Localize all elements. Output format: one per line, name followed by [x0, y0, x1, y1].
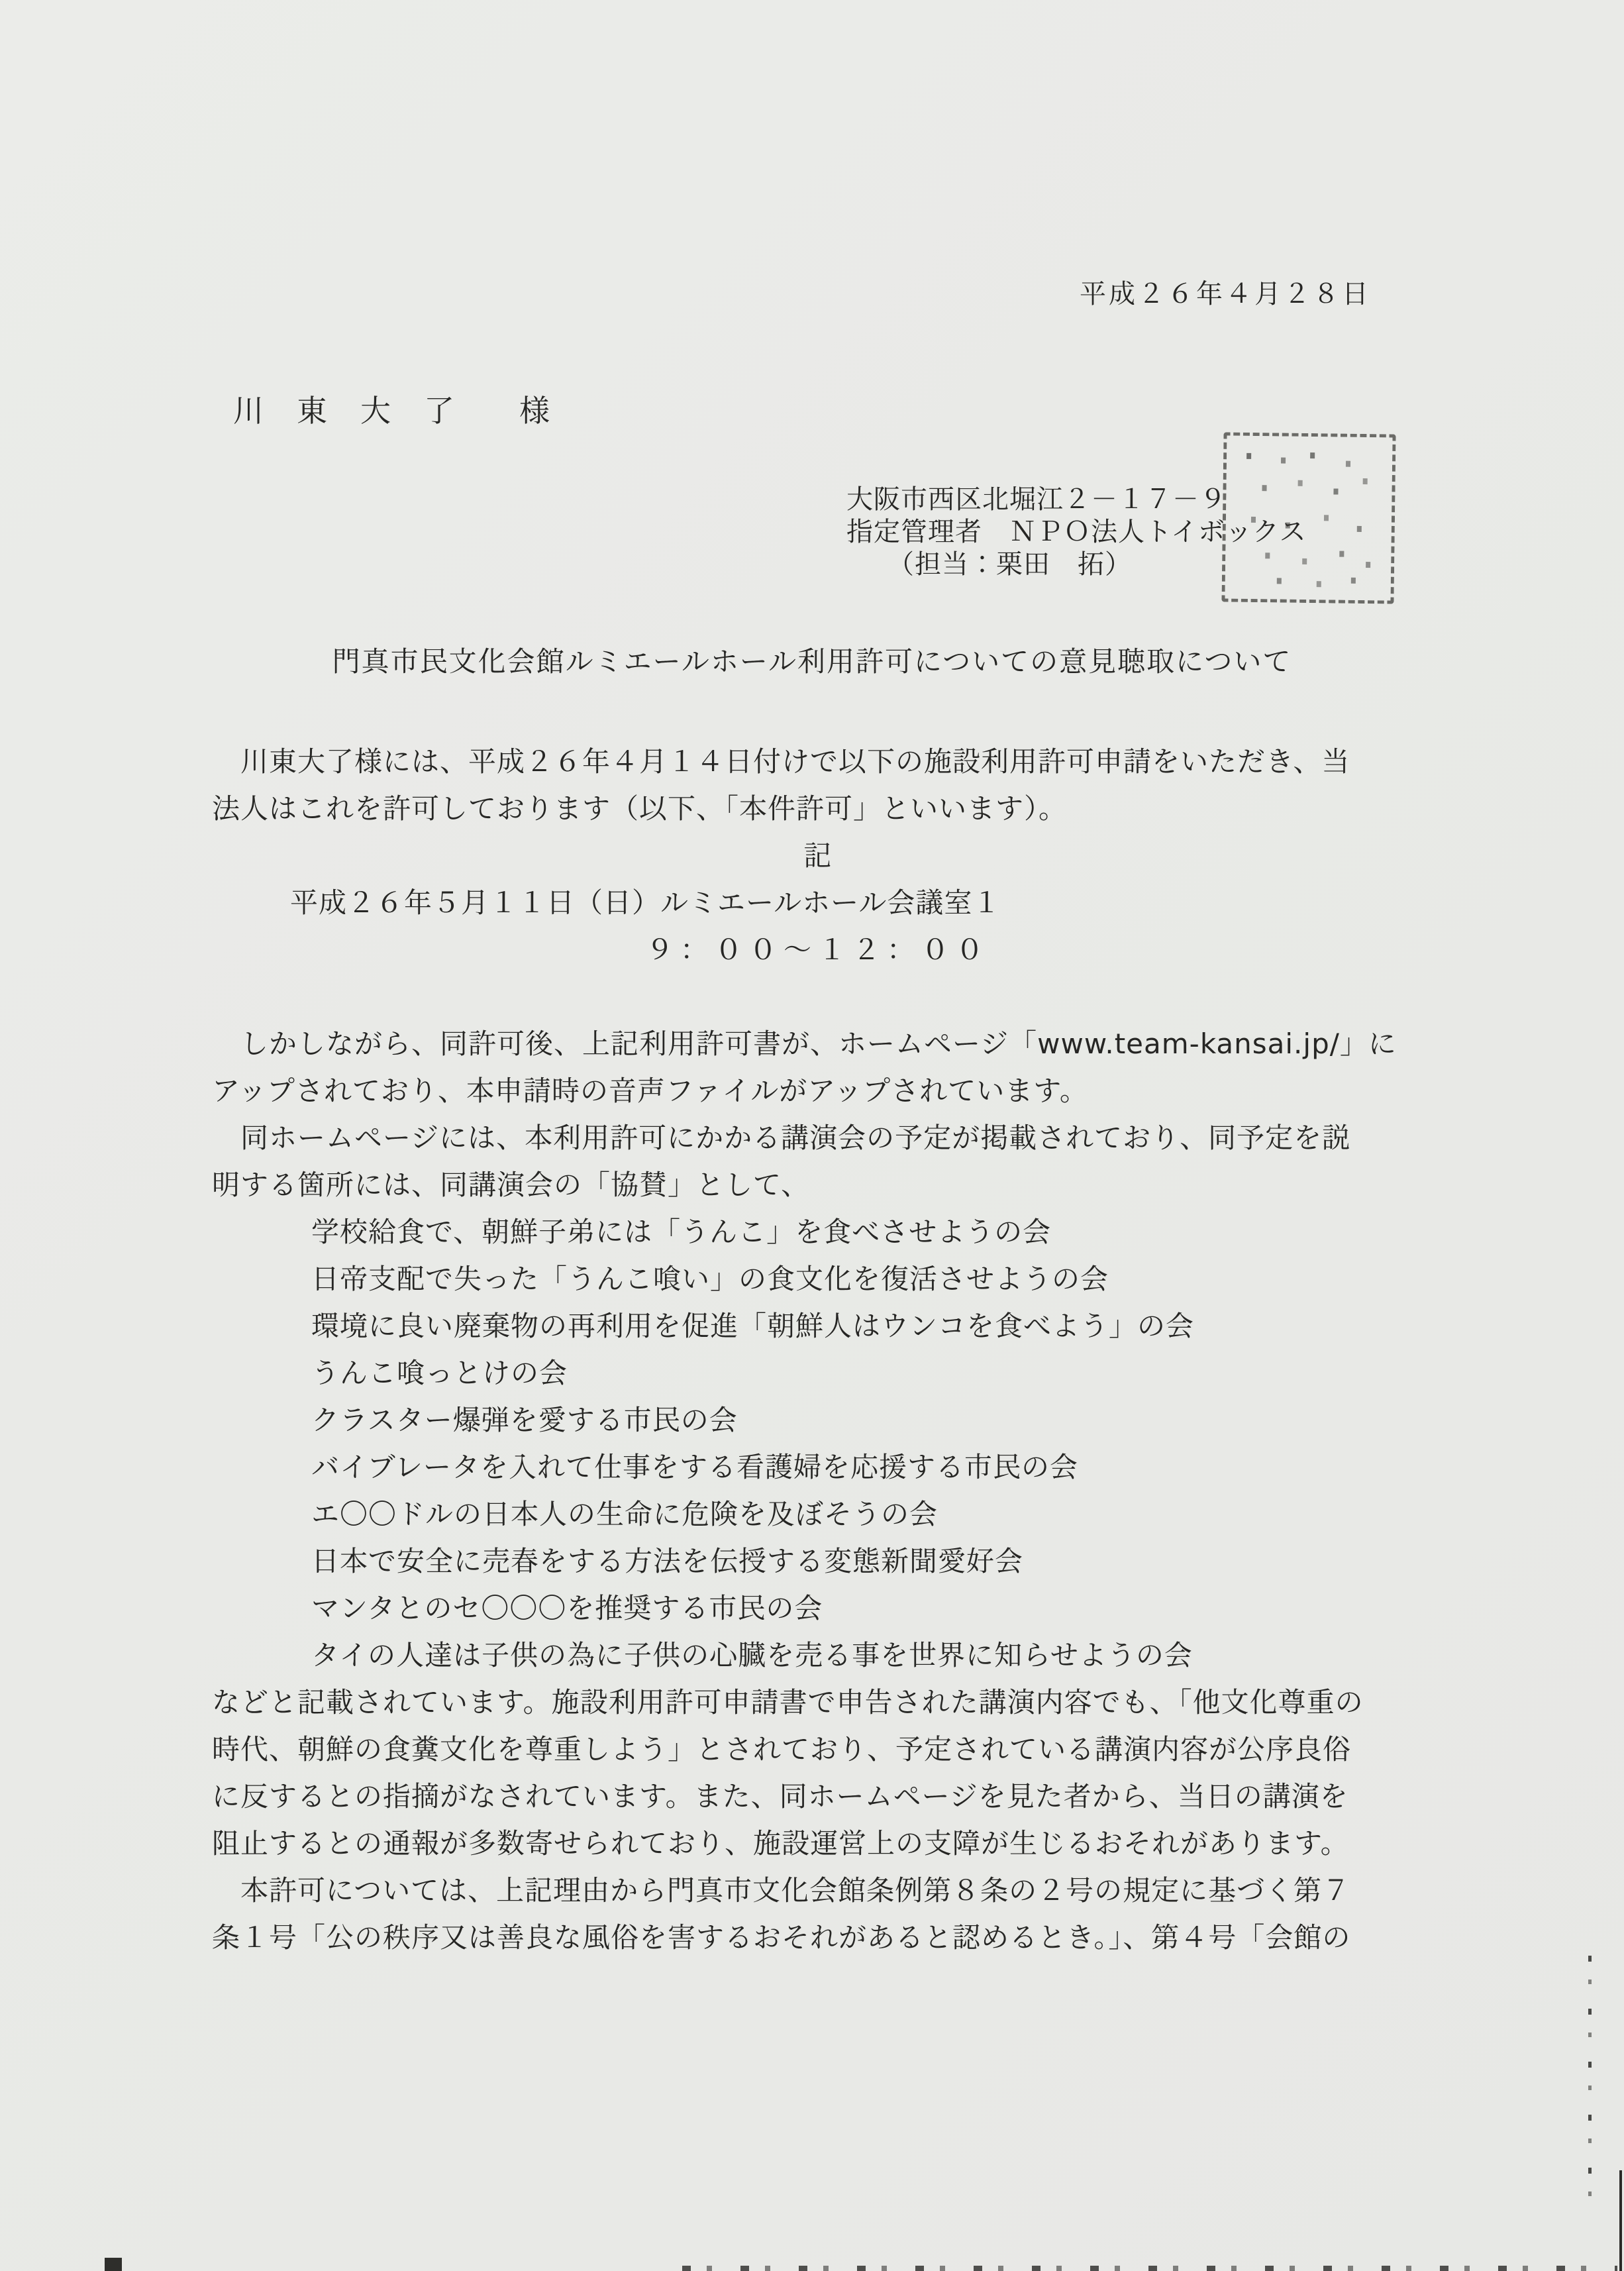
text-line: 明する箇所には、同講演会の「協賛」として、 — [212, 1169, 810, 1201]
text-line: アップされており、本申請時の音声ファイルがアップされています。 — [212, 1075, 1088, 1107]
text-line: クラスター爆弾を愛する市民の会 — [311, 1404, 738, 1436]
scan-artifact-block — [105, 2258, 122, 2271]
scan-edge-line — [1619, 2170, 1622, 2271]
text-line: 日本で安全に売春をする方法を伝授する変態新聞愛好会 — [311, 1545, 1024, 1577]
document-lines — [212, 738, 1424, 1961]
blank-line — [212, 973, 1424, 1020]
text-line: バイブレータを入れて仕事をする看護婦を応援する市民の会 — [311, 1451, 1079, 1483]
text-line: うんこ喰っとけの会 — [311, 1357, 568, 1389]
text-line: などと記載されています。施設利用許可申請書で申告された講演内容でも、「他文化尊重の — [212, 1686, 1364, 1718]
text-line: 平成２６年５月１１日（日）ルミエールホール会議室１ — [290, 886, 1001, 919]
sender-contact: （担当：栗田 拓） — [888, 549, 1132, 580]
text-line: エ〇〇ドルの日本人の生命に危険を及ぼそうの会 — [311, 1498, 939, 1530]
text-line: 条１号「公の秩序又は善良な風俗を害するおそれがあると認めるとき。」、第４号「会館の — [212, 1921, 1351, 1954]
text-line: 同ホームページには、本利用許可にかかる講演会の予定が掲載されており、同予定を説 — [212, 1122, 1351, 1154]
sender-organization: 指定管理者 ＮＰＯ法人トイボックス — [846, 517, 1307, 547]
text-line: 時代、朝鮮の食糞文化を尊重しよう」とされており、予定されている講演内容が公序良俗 — [212, 1733, 1352, 1766]
text-line: に反するとの指摘がなされています。また、同ホームページを見た者から、当日の講演を — [212, 1780, 1348, 1813]
cutoff-text-fragments — [682, 2266, 1617, 2271]
scan-artifact-dashes — [1588, 1956, 1592, 2209]
text-line: 本許可については、上記理由から門真市文化会館条例第８条の２号の規定に基づく第７ — [212, 1874, 1351, 1907]
text-line: しかしながら、同許可後、上記利用許可書が、ホームページ「www.team-kansai.jp/」に — [212, 1028, 1397, 1060]
document-title: 門真市民文化会館ルミエールホール利用許可についての意見聴取について — [332, 645, 1292, 678]
text-line: 日帝支配で失った「うんこ喰い」の食文化を復活させようの会 — [311, 1263, 1109, 1295]
text-line: タイの人達は子供の為に子供の心臓を売る事を世界に知らせようの会 — [311, 1639, 1193, 1671]
text-line: マンタとのセ〇〇〇を推奨する市民の会 — [311, 1592, 823, 1624]
text-line: 阻止するとの通報が多数寄せられており、施設運営上の支障が生じるおそれがあります。 — [212, 1827, 1349, 1860]
text-line: 記 — [803, 839, 833, 872]
text-line: 環境に良い廃棄物の再利用を促進「朝鮮人はウンコを食べよう」の会 — [311, 1310, 1195, 1342]
document-date: 平成２６年４月２８日 — [1080, 279, 1371, 309]
text-line: 法人はこれを許可しております（以下、「本件許可」といいます）。 — [212, 792, 1068, 825]
sender-address: 大阪市西区北堀江２－１７－９ — [846, 484, 1227, 515]
text-line: 学校給食で、朝鮮子弟には「うんこ」を食べさせようの会 — [311, 1216, 1052, 1248]
recipient-name: 川 東 大 了 様 — [233, 393, 551, 429]
text-line: 川東大了様には、平成２６年４月１４日付けで以下の施設利用許可申請をいただき、当 — [212, 745, 1350, 778]
text-line: ９：００〜１２：００ — [645, 933, 990, 966]
company-seal-stamp — [1221, 432, 1396, 604]
